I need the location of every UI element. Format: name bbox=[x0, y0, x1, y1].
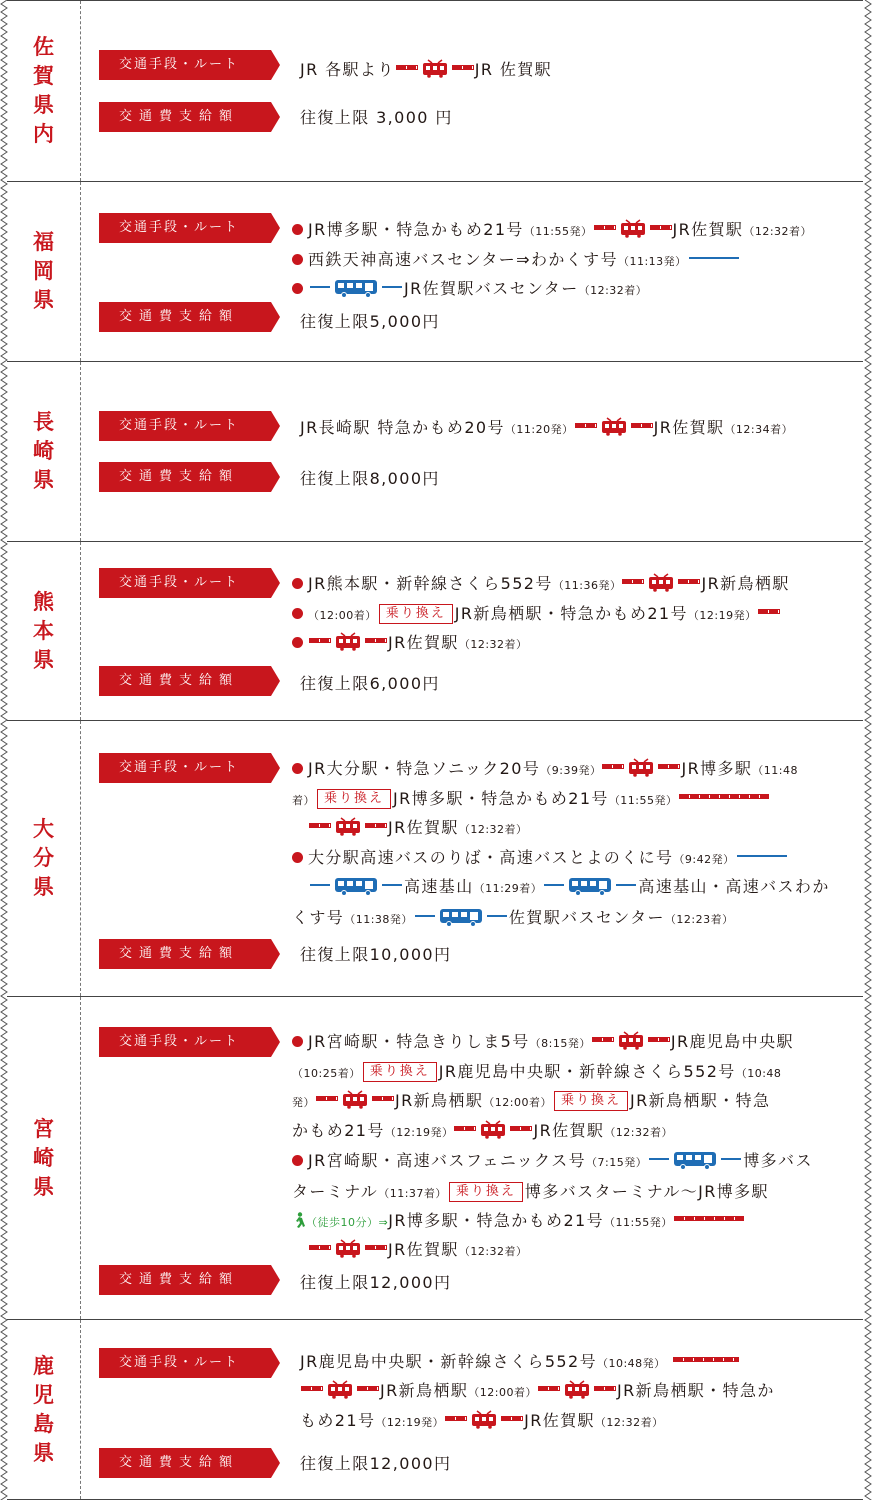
train-icon bbox=[333, 1238, 363, 1266]
rail-line-icon bbox=[365, 823, 387, 828]
bus-line-icon bbox=[415, 915, 435, 917]
rail-line-icon bbox=[650, 225, 672, 230]
train-icon bbox=[646, 572, 676, 600]
route-label: 交通手段・ルート bbox=[99, 1348, 271, 1378]
bus-icon bbox=[333, 278, 379, 306]
prefecture-name: 福岡県 bbox=[33, 230, 54, 312]
fee-amount: 往復上限 3,000 円 bbox=[300, 108, 453, 127]
prefecture-name: 宮崎県 bbox=[33, 1116, 54, 1199]
bus-line-icon bbox=[544, 884, 564, 886]
train-icon bbox=[616, 1030, 646, 1058]
prefecture-cell bbox=[7, 1, 81, 181]
rail-line-icon bbox=[648, 1037, 670, 1042]
prefecture-name: 鹿児島県 bbox=[33, 1353, 54, 1465]
prefecture-cell bbox=[7, 182, 81, 361]
transfer-badge: 乗り換え bbox=[363, 1062, 437, 1082]
train-icon bbox=[599, 416, 629, 444]
route-label: 交通手段・ルート bbox=[99, 411, 271, 441]
walk-note: （徒歩10分）⇒ bbox=[306, 1216, 389, 1229]
fee-label: 交通費支給額 bbox=[99, 1265, 271, 1295]
rail-line-icon bbox=[594, 225, 616, 230]
route-label: 交通手段・ルート bbox=[99, 568, 271, 598]
bus-line-icon bbox=[689, 257, 739, 259]
rail-line-icon bbox=[631, 423, 653, 428]
fee-amount: 往復上限12,000円 bbox=[300, 1273, 452, 1292]
route-label: 交通手段・ルート bbox=[99, 50, 271, 80]
rail-line-icon bbox=[316, 1096, 338, 1101]
rail-line-icon bbox=[396, 65, 418, 70]
rail-line-icon bbox=[658, 764, 680, 769]
route-label: 交通手段・ルート bbox=[99, 1027, 271, 1057]
bus-line-icon bbox=[649, 1158, 669, 1160]
route-text: JR大分駅・特急ソニック20号（9:39発） JR博多駅（11:48 着） 乗り換え JR博多駅・特急かもめ21号（11:55発） JR佐賀駅（12:32着） 大分駅高速バスのりば・高速バスとよのくに号（9:42発） 高速基山（11:29着） 高速基山・高速バスわか くす号（11:38発） 佐賀駅バスセンター（12:23着） bbox=[292, 755, 857, 935]
rail-line-icon bbox=[679, 794, 769, 799]
route-text: JR宮崎駅・特急きりしま5号（8:15発） JR鹿児島中央駅 （10:25着） 乗り換え JR鹿児島中央駅・新幹線さくら552号（10:48 発） JR新鳥栖駅（12:00着） 乗り換え JR新鳥栖駅・特急 かもめ21号（12:19発） JR佐賀駅（12:32着） JR宮崎駅・高速バスフェニックス号（7:15発） 博多バス ターミナル（11:37着） 乗り換え 博多バスターミナル〜JR博多駅 （徒歩10分）⇒JR博多駅・特急かもめ21号（11:55発） JR佐賀駅（12:32着） bbox=[292, 1028, 857, 1266]
fee-label: 交通費支給額 bbox=[99, 666, 271, 696]
bus-line-icon bbox=[382, 884, 402, 886]
rail-line-icon bbox=[309, 638, 331, 643]
train-icon bbox=[420, 58, 450, 86]
rail-line-icon bbox=[673, 1357, 739, 1362]
rail-line-icon bbox=[510, 1126, 532, 1131]
prefecture-cell bbox=[7, 1320, 81, 1499]
route-text: JR博多駅・特急かもめ21号（11:55発） JR佐賀駅（12:32着） 西鉄天神高速バスセンター⇒わかくす号（11:13発） JR佐賀駅バスセンター（12:32着） bbox=[292, 216, 857, 306]
train-icon bbox=[562, 1379, 592, 1407]
row-fukuoka bbox=[7, 182, 863, 362]
bus-line-icon bbox=[382, 286, 402, 288]
route-text: JR熊本駅・新幹線さくら552号（11:36発） JR新鳥栖駅 （12:00着） 乗り換え JR新鳥栖駅・特急かもめ21号（12:19発） JR佐賀駅（12:32着） bbox=[292, 570, 857, 659]
bus-line-icon bbox=[616, 884, 636, 886]
prefecture-cell bbox=[7, 997, 81, 1319]
row-oita bbox=[7, 721, 863, 997]
fee-amount: 往復上限12,000円 bbox=[300, 1454, 452, 1473]
transfer-badge: 乗り換え bbox=[317, 789, 391, 809]
fee-amount: 往復上限6,000円 bbox=[300, 674, 440, 693]
fee-label: 交通費支給額 bbox=[99, 939, 271, 969]
bus-icon bbox=[333, 876, 379, 904]
rail-line-icon bbox=[445, 1416, 467, 1421]
fee-label: 交通費支給額 bbox=[99, 1448, 271, 1478]
prefecture-name: 佐賀県内 bbox=[33, 35, 54, 146]
rail-line-icon bbox=[538, 1386, 560, 1391]
rail-line-icon bbox=[622, 579, 644, 584]
route-text: JR 各駅より JR 佐賀駅 bbox=[292, 56, 857, 86]
route-label: 交通手段・ルート bbox=[99, 753, 271, 783]
route-text: JR長崎駅 特急かもめ20号（11:20発） JR佐賀駅（12:34着） bbox=[292, 414, 857, 444]
rail-line-icon bbox=[501, 1416, 523, 1421]
bus-line-icon bbox=[310, 884, 330, 886]
rail-line-icon bbox=[309, 1245, 331, 1250]
train-icon bbox=[325, 1379, 355, 1407]
fee-amount: 往復上限5,000円 bbox=[300, 312, 440, 331]
transfer-badge: 乗り換え bbox=[449, 1182, 523, 1202]
rail-line-icon bbox=[594, 1386, 616, 1391]
row-saga bbox=[7, 1, 863, 182]
rail-line-icon bbox=[301, 1386, 323, 1391]
train-icon bbox=[340, 1089, 370, 1117]
rail-line-icon bbox=[357, 1386, 379, 1391]
bus-icon bbox=[567, 876, 613, 904]
bus-line-icon bbox=[487, 915, 507, 917]
transfer-badge: 乗り換え bbox=[554, 1091, 628, 1111]
bus-line-icon bbox=[737, 855, 787, 857]
row-kumamoto bbox=[7, 542, 863, 721]
route-text: JR鹿児島中央駅・新幹線さくら552号（10:48発） JR新鳥栖駅（12:00着） JR新鳥栖駅・特急か もめ21号（12:19発） JR佐賀駅（12:32着） bbox=[292, 1348, 857, 1437]
rail-line-icon bbox=[372, 1096, 394, 1101]
rail-line-icon bbox=[309, 823, 331, 828]
rail-line-icon bbox=[452, 65, 474, 70]
train-icon bbox=[333, 816, 363, 844]
train-icon bbox=[618, 218, 648, 246]
fee-label: 交通費支給額 bbox=[99, 302, 271, 332]
bus-line-icon bbox=[721, 1158, 741, 1160]
train-icon bbox=[469, 1409, 499, 1437]
prefecture-cell bbox=[7, 362, 81, 541]
rail-line-icon bbox=[575, 423, 597, 428]
rail-line-icon bbox=[602, 764, 624, 769]
rail-line-icon bbox=[674, 1216, 744, 1221]
fee-amount: 往復上限10,000円 bbox=[300, 945, 452, 964]
walking-person-icon bbox=[292, 1209, 306, 1236]
transfer-badge: 乗り換え bbox=[379, 604, 453, 624]
bus-icon bbox=[438, 907, 484, 935]
prefecture-cell bbox=[7, 542, 81, 720]
row-nagasaki bbox=[7, 362, 863, 542]
zigzag-border-right bbox=[864, 0, 872, 1500]
transport-table bbox=[7, 0, 863, 1500]
fee-amount: 往復上限8,000円 bbox=[300, 469, 440, 488]
rail-line-icon bbox=[365, 1245, 387, 1250]
row-kagoshima bbox=[7, 1320, 863, 1500]
rail-line-icon bbox=[454, 1126, 476, 1131]
rail-line-icon bbox=[365, 638, 387, 643]
prefecture-name: 大分県 bbox=[33, 817, 54, 899]
bus-icon bbox=[672, 1150, 718, 1178]
fee-label: 交通費支給額 bbox=[99, 462, 271, 492]
prefecture-name: 熊本県 bbox=[33, 589, 54, 672]
train-icon bbox=[626, 757, 656, 785]
rail-line-icon bbox=[758, 609, 780, 614]
prefecture-cell bbox=[7, 721, 81, 996]
rail-line-icon bbox=[592, 1037, 614, 1042]
bus-line-icon bbox=[310, 286, 330, 288]
rail-line-icon bbox=[678, 579, 700, 584]
route-label: 交通手段・ルート bbox=[99, 213, 271, 243]
row-miyazaki bbox=[7, 997, 863, 1320]
train-icon bbox=[333, 631, 363, 659]
train-icon bbox=[478, 1119, 508, 1147]
prefecture-name: 長崎県 bbox=[33, 410, 54, 492]
fee-label: 交通費支給額 bbox=[99, 102, 271, 132]
